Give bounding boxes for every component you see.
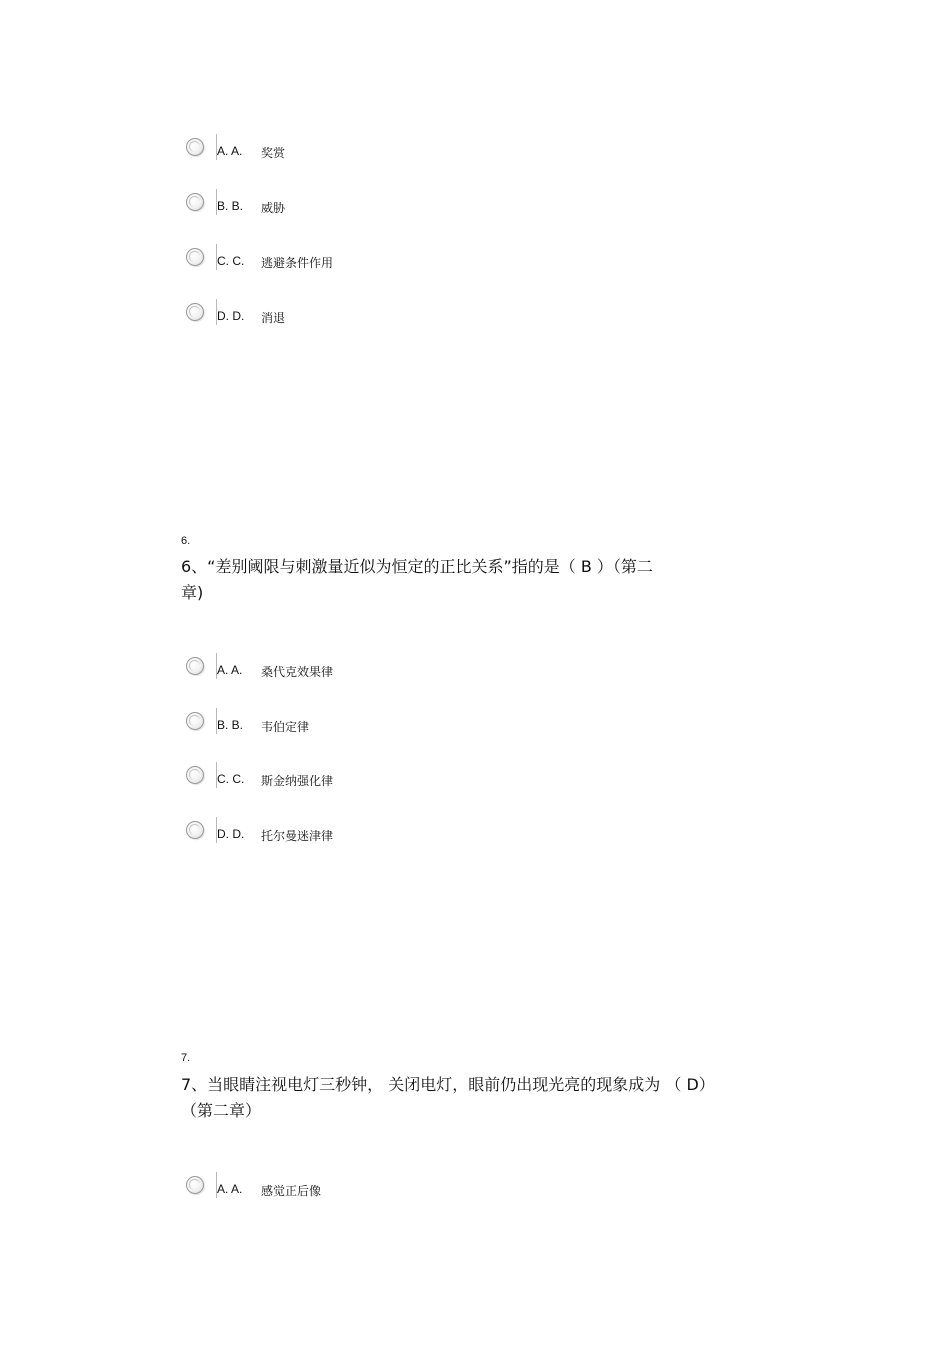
- option-letter: D. D.: [217, 827, 245, 841]
- option-text: 斯金纳强化律: [261, 774, 334, 788]
- radio-button[interactable]: [186, 766, 204, 784]
- radio-button[interactable]: [186, 138, 204, 156]
- option-text: 消退: [261, 311, 286, 325]
- question-line: （第二章）: [181, 1101, 262, 1120]
- radio-button[interactable]: [186, 821, 204, 839]
- option-letter: C. C.: [217, 772, 245, 786]
- question-line: 章): [181, 583, 204, 602]
- radio-button[interactable]: [186, 193, 204, 211]
- option-text: 韦伯定律: [261, 720, 310, 734]
- q6-option-d[interactable]: [186, 821, 486, 847]
- question-number: 6.: [181, 535, 191, 547]
- option-text: 奖赏: [261, 146, 286, 160]
- option-letter: A. A.: [217, 663, 243, 677]
- radio-button[interactable]: [186, 1176, 204, 1194]
- radio-button[interactable]: [186, 303, 204, 321]
- option-text: 托尔曼迷津律: [261, 829, 334, 843]
- radio-button[interactable]: [186, 248, 204, 266]
- q7-option-a[interactable]: [186, 1176, 486, 1202]
- option-letter: A. A.: [217, 1182, 243, 1196]
- radio-button[interactable]: [186, 712, 204, 730]
- q5-option-b[interactable]: [186, 193, 486, 219]
- option-letter: C. C.: [217, 254, 245, 268]
- option-text: 威胁: [261, 201, 286, 215]
- option-letter: B. B.: [217, 199, 244, 213]
- question-number: 7.: [181, 1052, 191, 1064]
- question-7-text: [181, 1072, 771, 1124]
- option-letter: B. B.: [217, 718, 244, 732]
- q6-option-b[interactable]: [186, 712, 486, 738]
- q5-option-a[interactable]: [186, 138, 486, 164]
- option-text: 逃避条件作用: [261, 256, 334, 270]
- option-text: 感觉正后像: [261, 1184, 322, 1198]
- q6-option-c[interactable]: [186, 766, 486, 792]
- option-text: 桑代克效果律: [261, 665, 334, 679]
- question-line: 7、当眼睛注视电灯三秒钟， 关闭电灯，眼前仍出现光亮的现象成为 （ D）: [181, 1075, 715, 1094]
- question-6-text: [181, 554, 771, 606]
- q6-option-a[interactable]: [186, 657, 486, 683]
- q5-option-d[interactable]: [186, 303, 486, 329]
- question-line: 6、“差别阈限与刺激量近似为恒定的正比关系”指的是（ B ）（第二: [181, 557, 653, 576]
- q5-option-c[interactable]: [186, 248, 486, 274]
- radio-button[interactable]: [186, 657, 204, 675]
- option-letter: D. D.: [217, 309, 245, 323]
- option-letter: A. A.: [217, 144, 243, 158]
